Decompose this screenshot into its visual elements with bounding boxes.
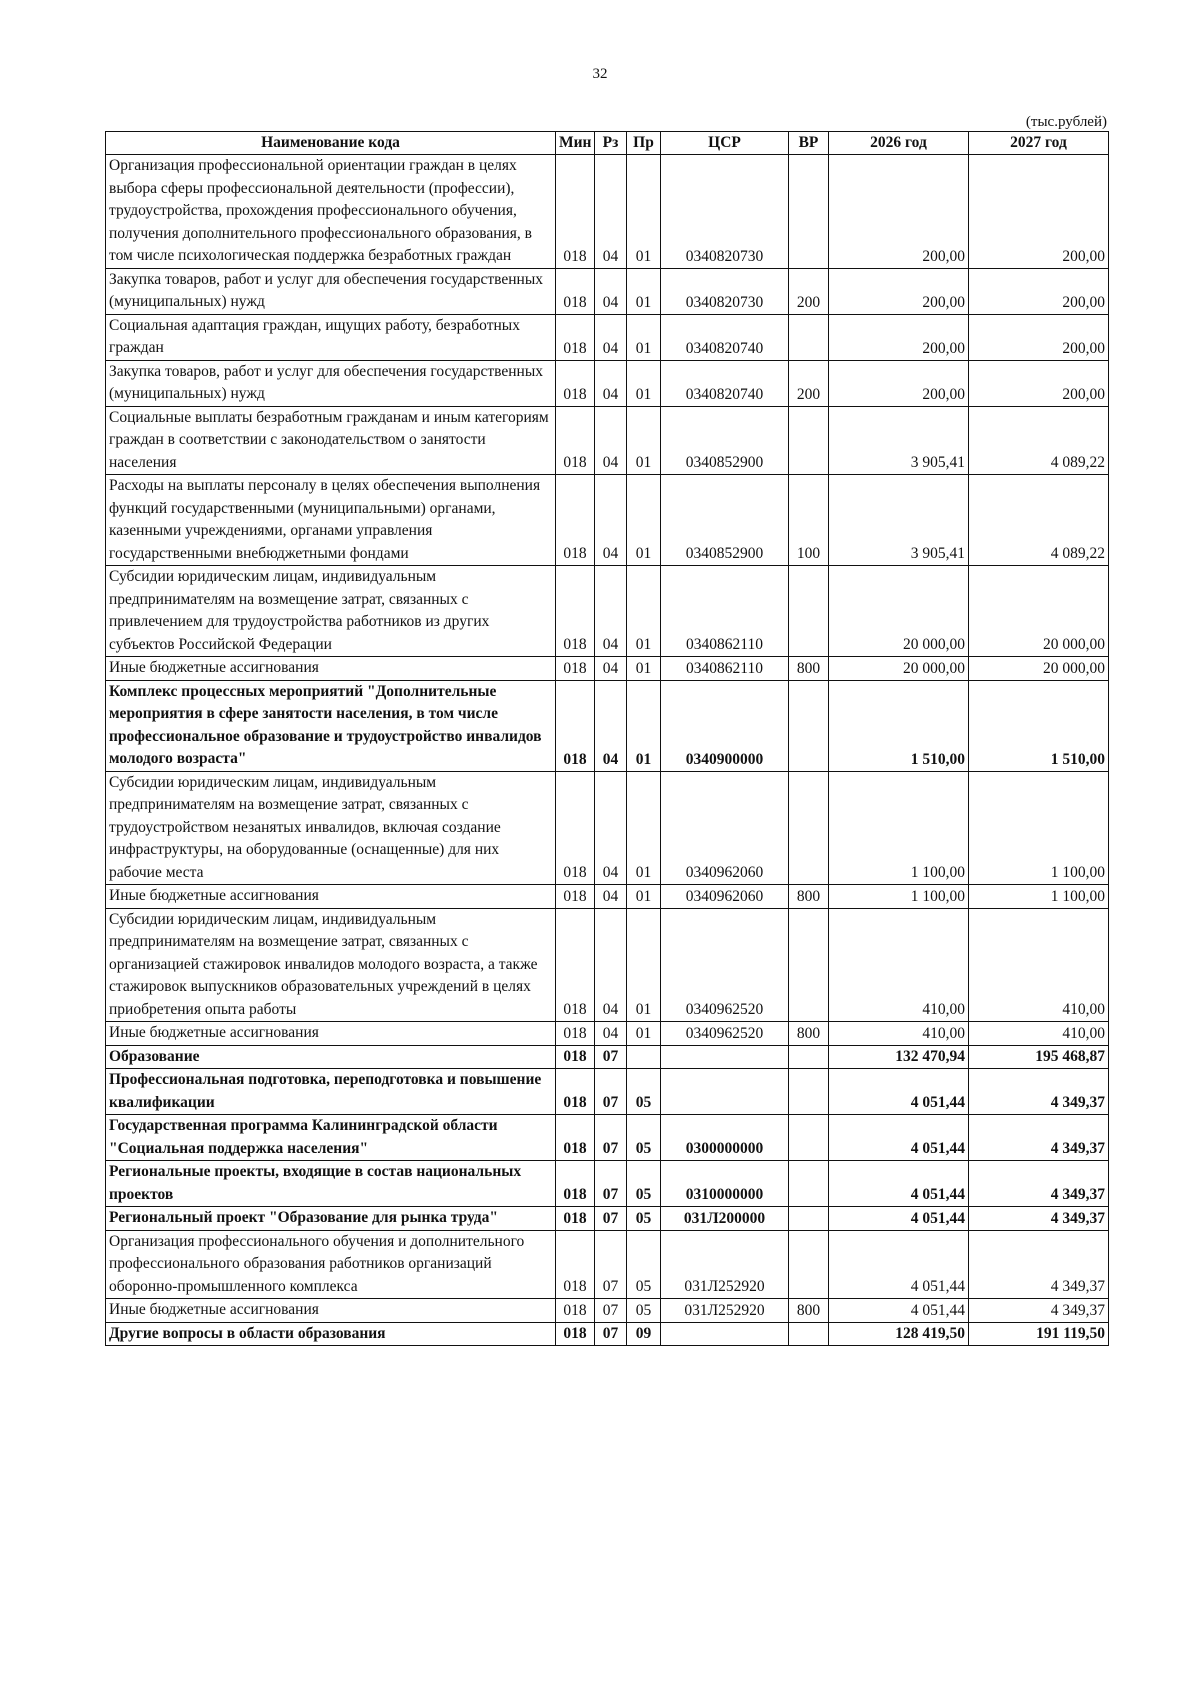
cell-min: 018 [556, 908, 595, 1022]
page-number: 32 [592, 66, 608, 82]
cell-pr: 01 [627, 566, 661, 657]
cell-vr [789, 680, 829, 771]
cell-name: Региональные проекты, входящие в состав национальных проектов [106, 1161, 556, 1207]
cell-2026: 1 100,00 [829, 771, 969, 885]
cell-2027: 4 349,37 [969, 1069, 1109, 1115]
cell-vr: 100 [789, 475, 829, 566]
cell-name: Субсидии юридическим лицам, индивидуальным предпринимателям на возмещение затрат, связанных с трудоустройством незанятых инвалидов, включая создание инфраструктуры, на оборудованные (оснащенные) для них рабочие места [106, 771, 556, 885]
cell-csr [661, 1045, 789, 1069]
table-row [106, 771, 1109, 885]
cell-2026: 20 000,00 [829, 566, 969, 657]
cell-vr [789, 1322, 829, 1346]
cell-pr: 01 [627, 680, 661, 771]
cell-name: Иные бюджетные ассигнования [106, 1299, 556, 1323]
cell-rz: 04 [595, 657, 627, 681]
cell-pr [627, 1045, 661, 1069]
cell-rz: 04 [595, 566, 627, 657]
cell-2026: 4 051,44 [829, 1069, 969, 1115]
header-rz: Рз [595, 132, 627, 155]
cell-name: Комплекс процессных мероприятий "Дополнительные мероприятия в сфере занятости населения, в том числе профессиональное образование и трудоустройство инвалидов молодого возраста" [106, 680, 556, 771]
cell-csr: 0340862110 [661, 566, 789, 657]
cell-pr: 05 [627, 1230, 661, 1299]
cell-2027: 20 000,00 [969, 566, 1109, 657]
cell-2027: 4 089,22 [969, 406, 1109, 475]
cell-vr: 200 [789, 268, 829, 314]
cell-2027: 410,00 [969, 908, 1109, 1022]
cell-2026: 132 470,94 [829, 1045, 969, 1069]
cell-2027: 4 349,37 [969, 1161, 1109, 1207]
cell-csr: 0340820730 [661, 268, 789, 314]
cell-rz: 07 [595, 1230, 627, 1299]
cell-2026: 200,00 [829, 155, 969, 269]
cell-2026: 4 051,44 [829, 1207, 969, 1231]
cell-min: 018 [556, 680, 595, 771]
cell-2027: 200,00 [969, 314, 1109, 360]
cell-vr: 800 [789, 1022, 829, 1046]
cell-min: 018 [556, 885, 595, 909]
cell-csr: 0340962520 [661, 908, 789, 1022]
cell-name: Государственная программа Калининградской области "Социальная поддержка населения" [106, 1115, 556, 1161]
cell-csr: 031Л252920 [661, 1299, 789, 1323]
cell-pr: 01 [627, 475, 661, 566]
cell-rz: 07 [595, 1115, 627, 1161]
cell-pr: 01 [627, 771, 661, 885]
cell-name: Субсидии юридическим лицам, индивидуальным предпринимателям на возмещение затрат, связанных с организацией стажировок инвалидов молодого возраста, а также стажировок выпускников образовательных учреждений в целях приобретения опыта работы [106, 908, 556, 1022]
cell-2026: 4 051,44 [829, 1115, 969, 1161]
cell-csr: 031Л200000 [661, 1207, 789, 1231]
cell-min: 018 [556, 657, 595, 681]
cell-pr: 01 [627, 155, 661, 269]
cell-min: 018 [556, 771, 595, 885]
cell-rz: 04 [595, 680, 627, 771]
cell-name: Субсидии юридическим лицам, индивидуальным предпринимателям на возмещение затрат, связанных с привлечением для трудоустройства работников из других субъектов Российской Федерации [106, 566, 556, 657]
budget-table [105, 131, 1109, 1346]
cell-2026: 1 100,00 [829, 885, 969, 909]
cell-pr: 01 [627, 406, 661, 475]
cell-csr: 0340862110 [661, 657, 789, 681]
table-row [106, 268, 1109, 314]
cell-name: Закупка товаров, работ и услуг для обеспечения государственных (муниципальных) нужд [106, 360, 556, 406]
cell-rz: 04 [595, 1022, 627, 1046]
cell-rz: 07 [595, 1207, 627, 1231]
header-row [106, 132, 1109, 155]
cell-rz: 04 [595, 360, 627, 406]
cell-rz: 04 [595, 406, 627, 475]
cell-2026: 1 510,00 [829, 680, 969, 771]
table-row [106, 1230, 1109, 1299]
table-row [106, 1161, 1109, 1207]
cell-csr: 031Л252920 [661, 1230, 789, 1299]
cell-min: 018 [556, 1115, 595, 1161]
cell-min: 018 [556, 155, 595, 269]
cell-rz: 04 [595, 475, 627, 566]
cell-rz: 07 [595, 1161, 627, 1207]
table-body [106, 155, 1109, 1346]
cell-pr: 05 [627, 1161, 661, 1207]
cell-min: 018 [556, 268, 595, 314]
cell-rz: 07 [595, 1069, 627, 1115]
cell-2026: 4 051,44 [829, 1161, 969, 1207]
cell-vr [789, 1230, 829, 1299]
cell-vr [789, 1045, 829, 1069]
units-label: (тыс.рублей) [1025, 114, 1107, 130]
cell-pr: 01 [627, 657, 661, 681]
table-row [106, 680, 1109, 771]
cell-2026: 410,00 [829, 1022, 969, 1046]
table-row [106, 155, 1109, 269]
cell-vr [789, 1069, 829, 1115]
cell-2026: 3 905,41 [829, 475, 969, 566]
cell-pr: 05 [627, 1207, 661, 1231]
table-row [106, 314, 1109, 360]
cell-pr: 05 [627, 1069, 661, 1115]
cell-2027: 1 100,00 [969, 771, 1109, 885]
cell-2027: 200,00 [969, 268, 1109, 314]
cell-rz: 07 [595, 1322, 627, 1346]
table-row [106, 657, 1109, 681]
cell-vr [789, 566, 829, 657]
header-vr: ВР [789, 132, 829, 155]
header-2027: 2027 год [969, 132, 1109, 155]
cell-vr: 800 [789, 657, 829, 681]
cell-pr: 01 [627, 885, 661, 909]
cell-min: 018 [556, 1299, 595, 1323]
table-row [106, 475, 1109, 566]
cell-pr: 09 [627, 1322, 661, 1346]
table-row [106, 566, 1109, 657]
cell-csr: 0340962520 [661, 1022, 789, 1046]
cell-rz: 04 [595, 771, 627, 885]
table-row [106, 406, 1109, 475]
cell-2026: 200,00 [829, 268, 969, 314]
cell-min: 018 [556, 314, 595, 360]
cell-rz: 04 [595, 314, 627, 360]
cell-pr: 01 [627, 1022, 661, 1046]
table-row [106, 1069, 1109, 1115]
cell-2027: 191 119,50 [969, 1322, 1109, 1346]
header-name: Наименование кода [106, 132, 556, 155]
cell-2027: 4 349,37 [969, 1299, 1109, 1323]
cell-2026: 200,00 [829, 314, 969, 360]
cell-rz: 04 [595, 155, 627, 269]
cell-2027: 195 468,87 [969, 1045, 1109, 1069]
cell-name: Профессиональная подготовка, переподготовка и повышение квалификации [106, 1069, 556, 1115]
cell-vr: 200 [789, 360, 829, 406]
cell-2027: 4 349,37 [969, 1230, 1109, 1299]
cell-min: 018 [556, 360, 595, 406]
cell-rz: 04 [595, 885, 627, 909]
cell-2027: 4 089,22 [969, 475, 1109, 566]
header-2026: 2026 год [829, 132, 969, 155]
cell-name: Социальная адаптация граждан, ищущих работу, безработных граждан [106, 314, 556, 360]
cell-min: 018 [556, 1322, 595, 1346]
cell-pr: 01 [627, 314, 661, 360]
table-row [106, 360, 1109, 406]
cell-rz: 04 [595, 268, 627, 314]
cell-vr [789, 771, 829, 885]
cell-csr: 0340820740 [661, 314, 789, 360]
header-min: Мин [556, 132, 595, 155]
cell-2026: 20 000,00 [829, 657, 969, 681]
cell-rz: 07 [595, 1299, 627, 1323]
cell-csr [661, 1322, 789, 1346]
cell-min: 018 [556, 406, 595, 475]
cell-name: Организация профессиональной ориентации граждан в целях выбора сферы профессиональной деятельности (профессии), трудоустройства, прохождения профессионального обучения, получения дополнительного профессионального образования, в том числе психологическая поддержка безработных граждан [106, 155, 556, 269]
cell-vr: 800 [789, 885, 829, 909]
cell-min: 018 [556, 1230, 595, 1299]
cell-2027: 200,00 [969, 360, 1109, 406]
cell-min: 018 [556, 1022, 595, 1046]
cell-2026: 3 905,41 [829, 406, 969, 475]
cell-csr: 0340900000 [661, 680, 789, 771]
cell-csr: 0340962060 [661, 771, 789, 885]
cell-pr: 01 [627, 360, 661, 406]
cell-2027: 4 349,37 [969, 1115, 1109, 1161]
cell-min: 018 [556, 1161, 595, 1207]
cell-2026: 4 051,44 [829, 1299, 969, 1323]
header-csr: ЦСР [661, 132, 789, 155]
cell-name: Социальные выплаты безработным гражданам и иным категориям граждан в соответствии с законодательством о занятости населения [106, 406, 556, 475]
cell-vr [789, 314, 829, 360]
cell-min: 018 [556, 1207, 595, 1231]
cell-pr: 01 [627, 268, 661, 314]
cell-csr: 0340852900 [661, 475, 789, 566]
cell-vr [789, 1207, 829, 1231]
cell-pr: 01 [627, 908, 661, 1022]
cell-csr: 0340962060 [661, 885, 789, 909]
cell-name: Региональный проект "Образование для рынка труда" [106, 1207, 556, 1231]
cell-2026: 128 419,50 [829, 1322, 969, 1346]
cell-2027: 1 510,00 [969, 680, 1109, 771]
cell-vr [789, 406, 829, 475]
table-row [106, 1022, 1109, 1046]
cell-pr: 05 [627, 1115, 661, 1161]
cell-2026: 410,00 [829, 908, 969, 1022]
table-header [106, 132, 1109, 155]
cell-2027: 200,00 [969, 155, 1109, 269]
cell-2027: 4 349,37 [969, 1207, 1109, 1231]
cell-name: Другие вопросы в области образования [106, 1322, 556, 1346]
cell-rz: 04 [595, 908, 627, 1022]
cell-vr [789, 1115, 829, 1161]
cell-name: Иные бюджетные ассигнования [106, 885, 556, 909]
cell-vr [789, 908, 829, 1022]
table-row [106, 1115, 1109, 1161]
cell-csr: 0340852900 [661, 406, 789, 475]
cell-2027: 1 100,00 [969, 885, 1109, 909]
cell-rz: 07 [595, 1045, 627, 1069]
cell-name: Иные бюджетные ассигнования [106, 657, 556, 681]
cell-vr [789, 155, 829, 269]
cell-csr [661, 1069, 789, 1115]
cell-name: Организация профессионального обучения и дополнительного профессионального образования работников организаций оборонно-промышленного комплекса [106, 1230, 556, 1299]
header-pr: Пр [627, 132, 661, 155]
cell-min: 018 [556, 1045, 595, 1069]
cell-name: Закупка товаров, работ и услуг для обеспечения государственных (муниципальных) нужд [106, 268, 556, 314]
table-row [106, 1299, 1109, 1323]
cell-name: Расходы на выплаты персоналу в целях обеспечения выполнения функций государственными (муниципальными) органами, казенными учреждениями, органами управления государственными внебюджетными фондами [106, 475, 556, 566]
cell-vr: 800 [789, 1299, 829, 1323]
cell-2026: 4 051,44 [829, 1230, 969, 1299]
cell-2026: 200,00 [829, 360, 969, 406]
cell-name: Иные бюджетные ассигнования [106, 1022, 556, 1046]
table-row [106, 1207, 1109, 1231]
table-row [106, 1322, 1109, 1346]
cell-2027: 20 000,00 [969, 657, 1109, 681]
cell-csr: 0300000000 [661, 1115, 789, 1161]
cell-min: 018 [556, 1069, 595, 1115]
cell-csr: 0310000000 [661, 1161, 789, 1207]
table-row [106, 908, 1109, 1022]
cell-min: 018 [556, 566, 595, 657]
table-row [106, 885, 1109, 909]
cell-min: 018 [556, 475, 595, 566]
table-row [106, 1045, 1109, 1069]
cell-csr: 0340820730 [661, 155, 789, 269]
cell-2027: 410,00 [969, 1022, 1109, 1046]
cell-csr: 0340820740 [661, 360, 789, 406]
cell-name: Образование [106, 1045, 556, 1069]
cell-vr [789, 1161, 829, 1207]
cell-pr: 05 [627, 1299, 661, 1323]
